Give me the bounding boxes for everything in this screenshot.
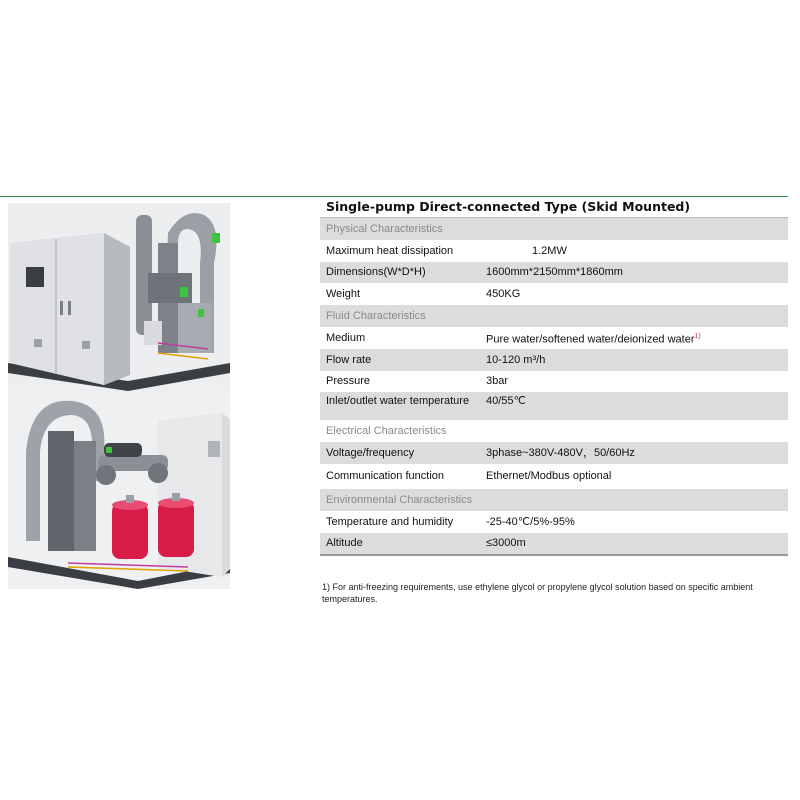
table-row [320,533,788,555]
footnote: 1) For anti-freezing requirements, use ethylene glycol or propylene glycol solution based on specific ambient temperatures. [322,582,753,604]
row-value: 40/55℃ [486,395,526,408]
section-heading: Physical Characteristics [326,222,443,235]
row-label: Maximum heat dissipation [326,244,454,257]
table-row [320,327,788,349]
table-bottom-rule [320,554,788,556]
section-fluid [320,305,788,327]
row-label: Inlet/outlet water temperature [326,395,470,408]
product-image-rear [8,391,230,589]
row-label: Flow rate [326,353,372,366]
spec-table-title: Single-pump Direct-connected Type (Skid Mounted) [320,197,788,218]
spec-table [320,197,788,556]
table-row [320,349,788,371]
section-physical [320,218,788,240]
row-label: Dimensions(W*D*H) [326,266,426,279]
row-value: -25-40℃/5%-95% [486,515,575,528]
section-electrical [320,420,788,442]
row-value: 1600mm*2150mm*1860mm [486,266,623,279]
row-label: Weight [326,288,361,301]
row-label: Altitude [326,537,363,550]
table-row [320,283,788,305]
row-label: Medium [326,331,366,344]
section-heading: Electrical Characteristics [326,425,447,438]
row-value [486,331,788,346]
row-label: Temperature and humidity [326,515,454,528]
table-row [320,511,788,533]
table-row [320,240,788,262]
row-value: 3bar [486,375,509,388]
row-label: Pressure [326,375,371,388]
row-value: ≤3000m [486,537,526,550]
row-value: 1.2MW [532,244,567,257]
row-value: 450KG [486,288,521,301]
section-heading: Fluid Characteristics [326,310,426,323]
row-value: 3phase~380V-480V，50/60Hz [486,447,635,460]
section-environmental [320,489,788,511]
row-value: 10-120 m³/h [486,353,546,366]
table-row [320,442,788,464]
footnote-marker: 1) [694,332,701,340]
table-row [320,262,788,284]
table-row [320,464,788,489]
row-label: Voltage/frequency [326,447,415,460]
table-row [320,371,788,393]
row-value: Ethernet/Modbus optional [486,470,612,483]
table-row [320,392,788,420]
product-image-front [8,203,230,391]
medium-value: Pure water/softened water/deionized water [486,333,695,346]
row-label: Communication function [326,470,445,483]
section-heading: Environmental Characteristics [326,493,473,506]
